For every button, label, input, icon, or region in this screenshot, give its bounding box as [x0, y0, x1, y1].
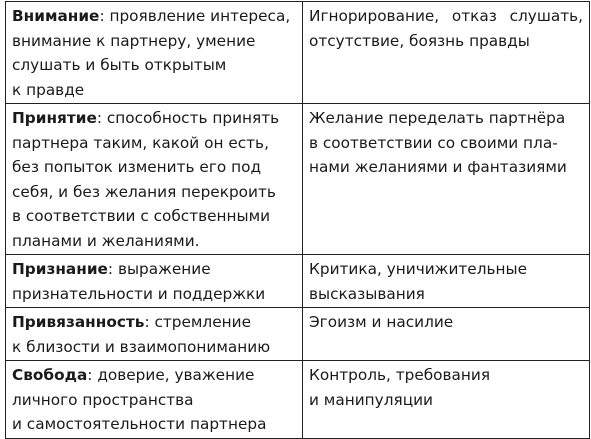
table-row	[6, 308, 590, 361]
cell-line: отсутствие, боязнь правды	[309, 31, 530, 50]
cell-line: слушать и быть открытым	[12, 56, 227, 74]
right-cell	[303, 361, 590, 439]
cell-line	[12, 106, 296, 131]
term-label: Привязанность	[12, 313, 145, 331]
right-cell	[303, 2, 590, 104]
term-description: : проявление интереса,	[99, 7, 291, 25]
cell-line: внимание к партнеру, умение	[12, 31, 256, 50]
cell-line: Контроль, требования	[309, 366, 491, 384]
cell-line	[12, 4, 296, 29]
cell-line: без попыток изменить его под	[12, 158, 262, 176]
cell-line: в соответствии со своими пла-	[309, 133, 558, 152]
cell-line: Критика, уничижительные	[309, 260, 528, 278]
cell-line: к правде	[12, 80, 85, 99]
cell-line: Игнорирование, отказ слушать,	[309, 7, 583, 25]
left-cell	[6, 308, 303, 361]
term-description: : стремление	[144, 313, 251, 331]
cell-line: личного пространства	[12, 390, 194, 409]
term-description: : доверие, уважение	[87, 366, 255, 384]
cell-line: себя, и без желания перекроить	[12, 182, 276, 201]
cell-line: и самостоятельности партнера	[12, 415, 267, 433]
cell-line: планами и желаниями.	[12, 231, 200, 250]
comparison-table	[5, 1, 590, 439]
term-label: Признание	[12, 260, 108, 278]
cell-line: признательности и поддержки	[12, 284, 266, 303]
table-row	[6, 255, 590, 308]
term-label: Принятие	[12, 109, 97, 127]
left-cell	[6, 2, 303, 104]
term-description: : способность принять	[96, 109, 280, 127]
cell-line: Желание переделать партнёра	[309, 109, 566, 127]
table-row	[6, 361, 590, 439]
left-cell	[6, 361, 303, 439]
left-cell	[6, 104, 303, 255]
right-cell	[303, 104, 590, 255]
cell-line: нами желаниями и фантазиями	[309, 158, 567, 176]
cell-line	[12, 363, 296, 388]
cell-line: партнера таким, какой он есть,	[12, 133, 269, 152]
cell-line	[12, 257, 296, 282]
cell-line: в соответствии с собственными	[12, 207, 271, 225]
cell-line: к близости и взаимопониманию	[12, 337, 271, 356]
left-cell	[6, 255, 303, 308]
cell-line: и манипуляции	[309, 390, 433, 409]
right-cell	[303, 308, 590, 361]
term-label: Внимание	[12, 7, 100, 25]
cell-line: Эгоизм и насилие	[309, 313, 454, 331]
table-row	[6, 104, 590, 255]
table-row	[6, 2, 590, 104]
right-cell	[303, 255, 590, 308]
term-label: Свобода	[12, 366, 88, 384]
cell-line: высказывания	[309, 284, 425, 303]
term-description: : выражение	[107, 260, 211, 278]
cell-line	[12, 310, 296, 335]
